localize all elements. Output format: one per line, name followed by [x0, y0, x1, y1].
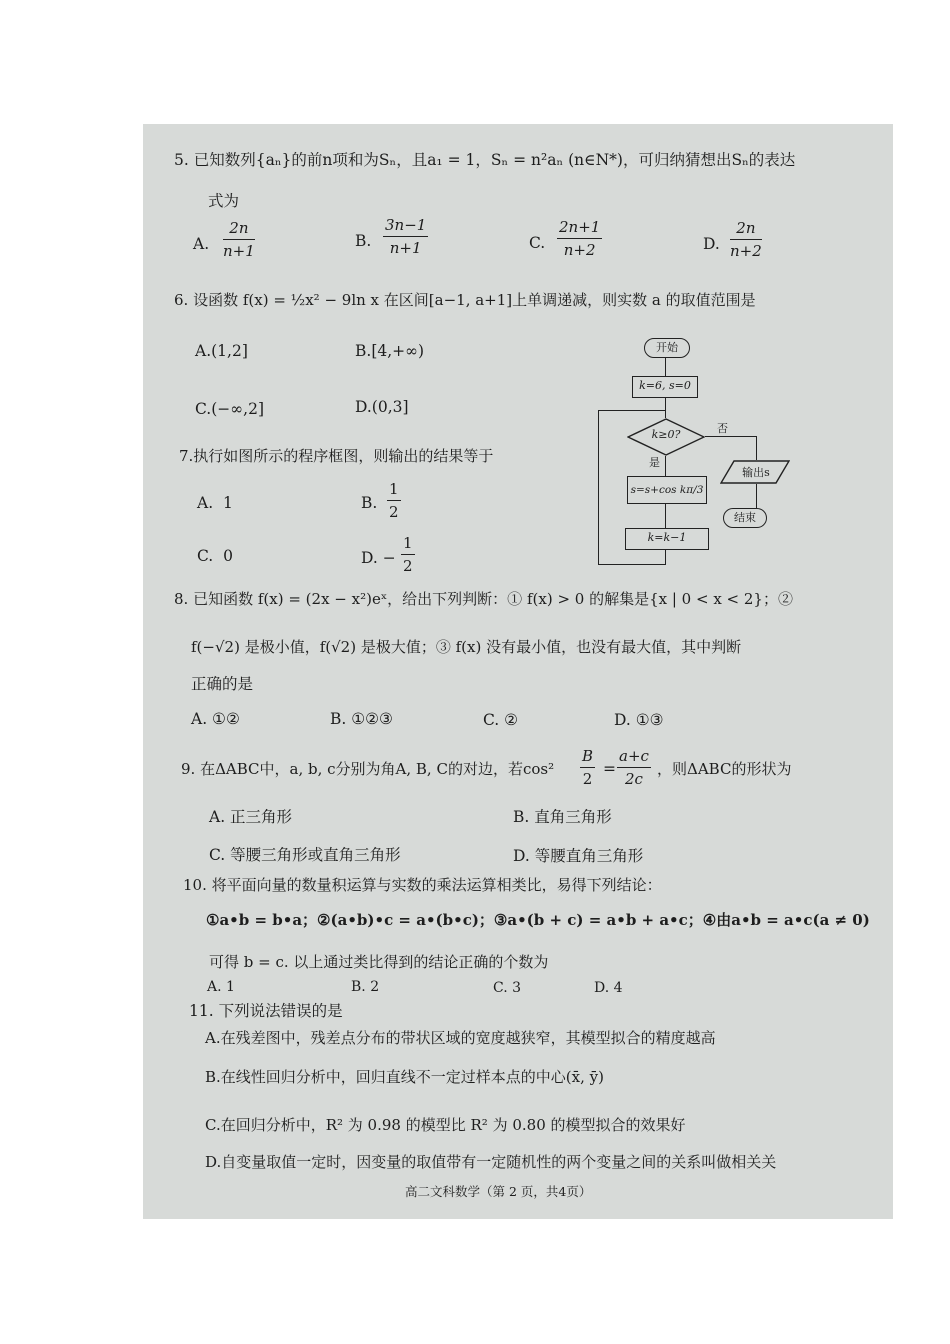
flowchart-yes-label: 是 — [649, 456, 660, 469]
q9-option-b: B. 直角三角形 — [513, 808, 612, 826]
flowchart-arrow — [665, 456, 666, 476]
q10-stem: 10. 将平面向量的数量积运算与实数的乘法运算相类比，易得下列结论： — [183, 876, 662, 894]
q10-option-c: C. 3 — [493, 980, 522, 996]
q9-fraction-b-over-2: $\frac{B}{2}$ — [582, 747, 594, 788]
q7-option-d-label: D. − — [361, 549, 396, 567]
q5-option-a-label: A. — [193, 235, 210, 253]
flowchart-decrement: k=k−1 — [625, 528, 709, 550]
q7-option-a: A. 1 — [197, 494, 233, 512]
page-footer: 高二文科数学（第 2 页，共4页） — [405, 1184, 592, 1199]
flowchart-loop-line — [598, 564, 666, 565]
flowchart-loop-line — [598, 410, 599, 565]
q5-option-c-label: C. — [529, 234, 546, 252]
flowchart-arrow — [665, 504, 666, 528]
q6-option-d: D.(0,3] — [355, 398, 409, 416]
q8-option-c: C. ② — [483, 711, 519, 729]
q5-option-d-fraction: $\frac{2n}{n+2}$ — [730, 219, 762, 260]
q5-option-b-label: B. — [355, 232, 372, 250]
q10-stem-line3: 可得 b = c. 以上通过类比得到的结论正确的个数为 — [209, 953, 549, 971]
q8-stem-line2: f(−√2) 是极小值，f(√2) 是极大值；③ f(x) 没有最小值，也没有最大值，其中判断 — [191, 638, 742, 656]
q11-stem: 11. 下列说法错误的是 — [189, 1002, 343, 1020]
flowchart-loop-line — [598, 410, 666, 411]
q10-option-b: B. 2 — [351, 979, 380, 995]
q9-option-c: C. 等腰三角形或直角三角形 — [209, 846, 401, 864]
q5-option-a-fraction: $\frac{2n}{n+1}$ — [223, 219, 255, 260]
q8-option-b: B. ①②③ — [330, 710, 393, 728]
q6-option-a: A.(1,2] — [195, 342, 248, 360]
q9-stem-a: 9. 在ΔABC中，a, b, c分别为角A, B, C的对边，若cos² — [181, 760, 555, 778]
q11-option-d: D.自变量取值一定时，因变量的取值带有一定随机性的两个变量之间的关系叫做相关关 — [205, 1153, 777, 1171]
q9-option-a: A. 正三角形 — [209, 808, 293, 826]
flowchart-no-label: 否 — [717, 422, 728, 435]
q10-option-d: D. 4 — [594, 980, 623, 996]
q9-option-d: D. 等腰直角三角形 — [513, 847, 644, 865]
q9-stem-b: ，则ΔABC的形状为 — [657, 760, 792, 778]
flowchart-arrow — [705, 436, 757, 437]
flowchart-end: 结束 — [723, 508, 767, 528]
q5-option-b-fraction: $\frac{3n-1}{n+1}$ — [385, 216, 427, 257]
flowchart-arrow — [756, 436, 757, 460]
q7-option-b-fraction: $\frac{1}{2}$ — [389, 480, 399, 521]
q6-option-c: C.(−∞,2] — [195, 400, 265, 418]
q11-option-c: C.在回归分析中，R² 为 0.98 的模型比 R² 为 0.80 的模型拟合的效果好 — [205, 1116, 686, 1134]
q10-option-a: A. 1 — [207, 979, 235, 995]
flowchart-body: s=s+cos kπ/3 — [627, 476, 707, 504]
flowchart-arrow — [756, 484, 757, 508]
flowchart-arrow — [665, 398, 666, 418]
bleed-through-text — [588, 199, 592, 213]
flowchart-output-text: 输出s — [742, 466, 770, 479]
q11-option-a: A.在残差图中，残差点分布的带状区域的宽度越狭窄，其模型拟合的精度越高 — [205, 1029, 716, 1047]
q8-stem: 8. 已知函数 f(x) = (2x − x²)eˣ，给出下列判断：① f(x) > 0 的解集是{x | 0 < x < 2}；② — [174, 590, 793, 608]
q8-option-a: A. ①② — [191, 710, 240, 728]
q7-option-b-label: B. — [361, 494, 378, 512]
q5-stem-cont: 式为 — [208, 192, 240, 210]
q7-stem: 7.执行如图所示的程序框图，则输出的结果等于 — [179, 447, 494, 465]
q10-statements: ①a•b = b•a；②(a•b)•c = a•(b•c)；③a•(b + c) = a•b + a•c；④由a•b = a•c(a ≠ 0) — [206, 911, 870, 929]
q8-stem-line3: 正确的是 — [191, 675, 254, 693]
flowchart-condition-text: k≥0? — [651, 428, 681, 441]
flowchart-arrow — [665, 358, 666, 376]
q8-option-d: D. ①③ — [614, 711, 664, 729]
exam-page — [143, 124, 893, 1219]
q11-option-b: B.在线性回归分析中，回归直线不一定过样本点的中心(x̄, ȳ) — [205, 1068, 604, 1086]
q6-option-b: B.[4,+∞) — [355, 342, 425, 360]
q9-fraction-ac-over-2c: $\frac{a+c}{2c}$ — [619, 747, 649, 788]
flowchart-init: k=6, s=0 — [632, 376, 698, 398]
q6-stem: 6. 设函数 f(x) = ½x² − 9ln x 在区间[a−1, a+1]上单调递减，则实数 a 的取值范围是 — [174, 291, 756, 309]
q5-option-c-fraction: $\frac{2n+1}{n+2}$ — [559, 218, 601, 259]
q9-equals: = — [603, 760, 616, 778]
flowchart-start: 开始 — [644, 338, 690, 358]
q5-option-d-label: D. — [703, 235, 720, 253]
q7-option-c: C. 0 — [197, 547, 233, 565]
q7-option-d-fraction: $\frac{1}{2}$ — [403, 534, 413, 575]
flowchart-loop-line — [665, 550, 666, 564]
q5-stem: 5. 已知数列{aₙ}的前n项和为Sₙ，且a₁ = 1，Sₙ = n²aₙ (n∈N*)，可归纳猜想出Sₙ的表达 — [174, 151, 796, 169]
